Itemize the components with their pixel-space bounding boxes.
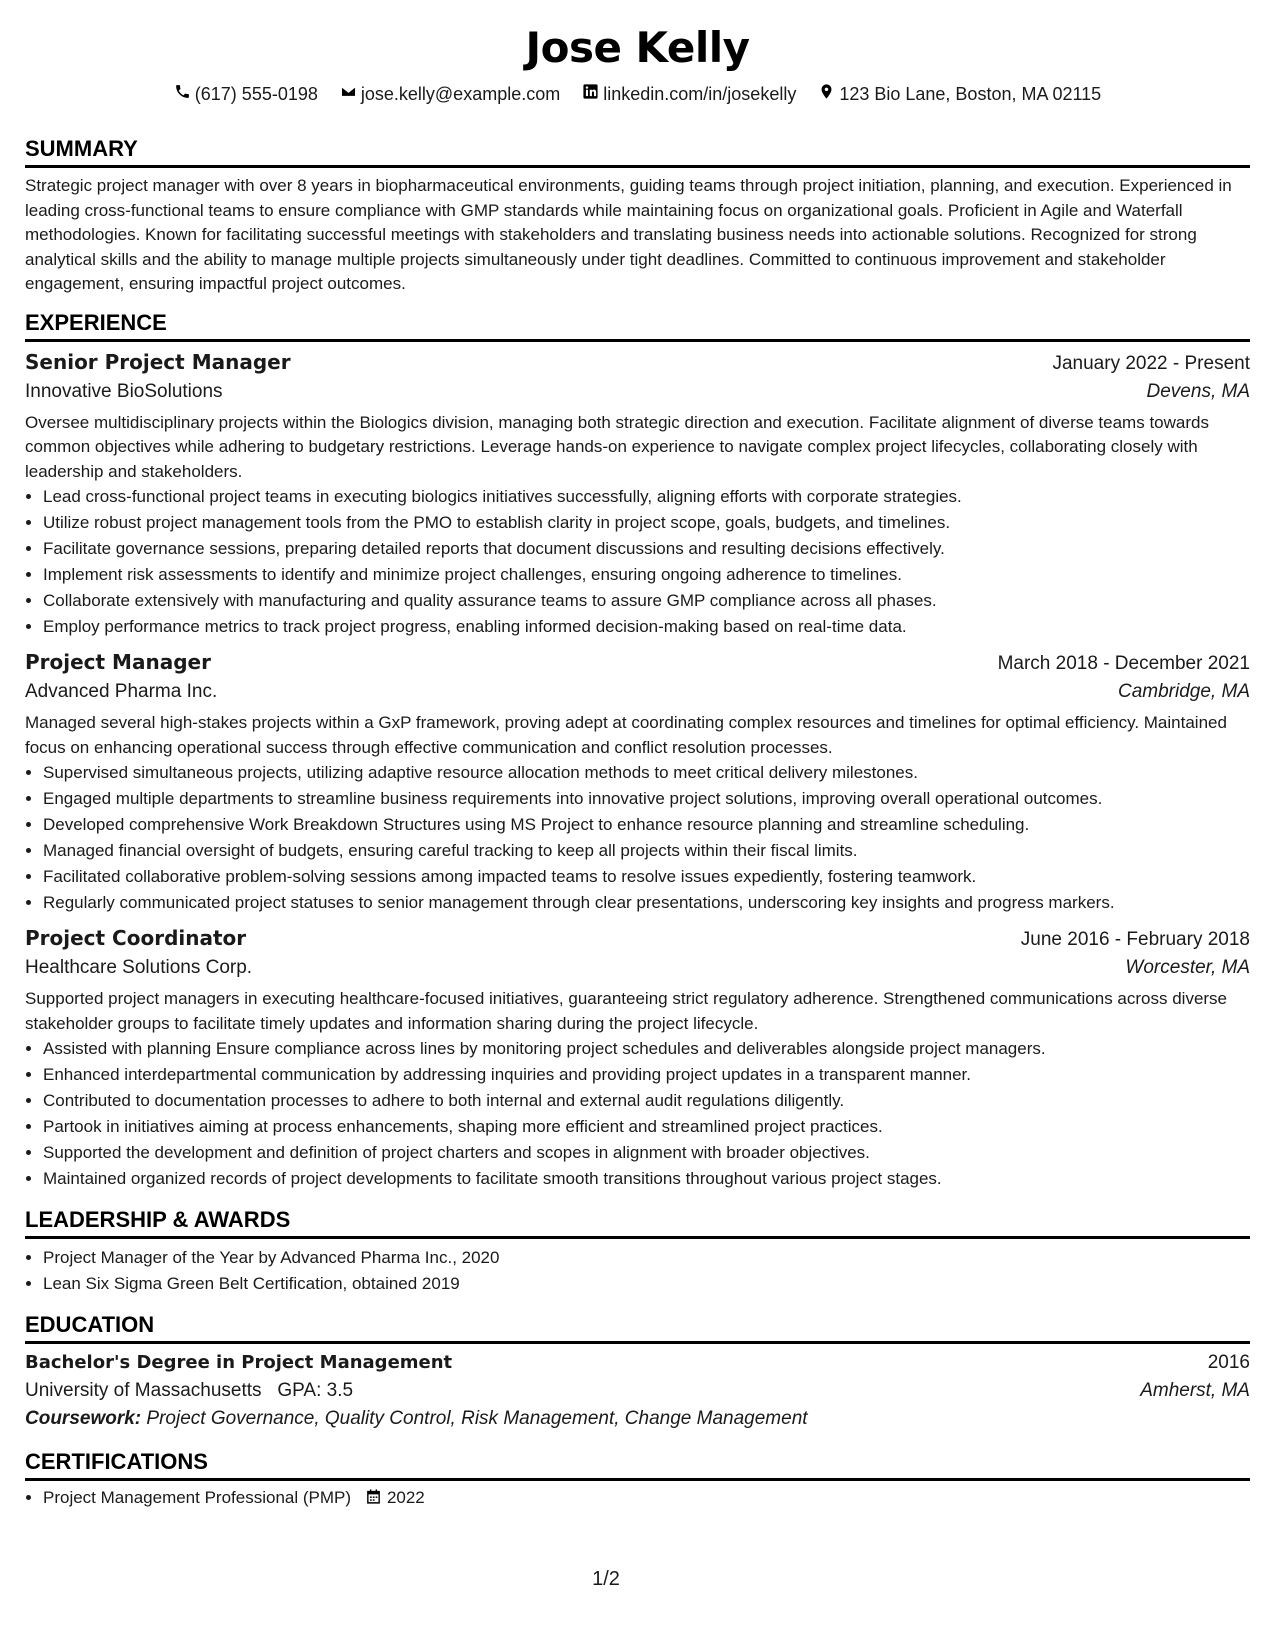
list-item: • Contributed to documentation processes to adhere to both internal and external audit regulations diligently. xyxy=(43,1088,1250,1114)
certification-name: Project Management Professional (PMP) xyxy=(43,1488,352,1507)
contact-bar xyxy=(25,82,1250,106)
phone-number: (617) 555-0198 xyxy=(194,83,318,104)
job-dates: June 2016 - February 2018 xyxy=(1020,929,1250,950)
section-title: LEADERSHIP & AWARDS xyxy=(25,1206,1250,1239)
company-name: Healthcare Solutions Corp. xyxy=(25,957,253,978)
job-title: Senior Project Manager xyxy=(25,349,291,374)
list-item xyxy=(43,1485,1250,1511)
list-item: • Managed financial oversight of budgets, ensuring careful tracking to keep all projects within their fiscal limits. xyxy=(43,838,1250,864)
company-name: Advanced Pharma Inc. xyxy=(25,681,218,702)
list-item: • Assisted with planning Ensure compliance across lines by monitoring project schedules and deliverables alongside project managers. xyxy=(43,1036,1250,1062)
list-item: • Utilize robust project management tools from the PMO to establish clarity in project scope, goals, budgets, and timelines. xyxy=(43,510,1250,536)
experience-section xyxy=(25,309,1250,1193)
job-description: Managed several high-stakes projects within a GxP framework, proving adept at coordinating complex resources and timelines for optimal efficiency. Maintained focus on enhancing operational success through effective communication and conflict resolution processes. xyxy=(25,713,1227,757)
section-title: CERTIFICATIONS xyxy=(25,1448,1250,1481)
list-item: • Collaborate extensively with manufacturing and quality assurance teams to assure GMP compliance across all phases. xyxy=(43,588,1250,614)
gpa: GPA: 3.5 xyxy=(277,1380,354,1401)
job-entry xyxy=(25,350,1250,641)
list-item: • Employ performance metrics to track project progress, enabling informed decision-making based on real-time data. xyxy=(43,614,1250,640)
section-title: EDUCATION xyxy=(25,1311,1250,1344)
job-location: Cambridge, MA xyxy=(1118,681,1250,702)
list-item: • Lead cross-functional project teams in executing biologics initiatives successfully, aligning efforts with corporate strategies. xyxy=(43,484,1250,510)
address-text: 123 Bio Lane, Boston, MA 02115 xyxy=(839,83,1102,104)
envelope-icon xyxy=(340,83,357,105)
calendar-icon xyxy=(365,1488,387,1507)
job-bullets xyxy=(25,1036,1250,1192)
job-description: Supported project managers in executing healthcare-focused initiatives, guaranteeing strict regulatory adherence. Strengthened communications across diverse stakeholder groups to facilitate timely updates and information sharing during the project lifecycle. xyxy=(25,989,1228,1033)
list-item: • Supervised simultaneous projects, utilizing adaptive resource allocation methods to meet critical delivery milestones. xyxy=(43,760,1250,786)
school-name: University of Massachusetts xyxy=(25,1380,262,1401)
list-item: • Developed comprehensive Work Breakdown Structures using MS Project to enhance resource planning and streamline scheduling. xyxy=(43,812,1250,838)
contact-email[interactable] xyxy=(340,83,560,105)
summary-text: Strategic project manager with over 8 years in biopharmaceutical environments, guiding teams through project initiation, planning, and execution. Experienced in leading cross-functional teams to ensure compliance with GMP standards while maintaining focus on organizational goals. Proficient in Agile and Waterfall methodologies. Known for facilitating successful meetings with stakeholders and translating business needs into actionable solutions. Recognized for strong analytical skills and the ability to manage multiple projects simultaneously under tight deadlines. Committed to continuous improvement and stakeholder engagement, ensuring impactful project outcomes. xyxy=(25,176,1232,293)
awards-list xyxy=(25,1245,1250,1297)
page-number: 1/2 xyxy=(592,1568,620,1590)
phone-icon xyxy=(174,83,191,105)
coursework xyxy=(25,1408,1250,1430)
job-bullets xyxy=(25,484,1250,640)
list-item: • Supported the development and definition of project charters and scopes in alignment with broader objectives. xyxy=(43,1140,1250,1166)
contact-linkedin[interactable] xyxy=(582,83,796,105)
certification-year: 2022 xyxy=(386,1488,425,1507)
job-location: Worcester, MA xyxy=(1125,957,1250,978)
job-description: Oversee multidisciplinary projects within the Biologics division, managing both strategic direction and execution. Facilitate alignment of diverse teams towards common objectives while adhering to budgetary restrictions. Leverage hands-on experience to navigate complex project lifecycles, collaborating closely with leadership and stakeholders. xyxy=(25,412,1209,481)
list-item: • Facilitated collaborative problem-solving sessions among impacted teams to resolve issues expediently, fostering teamwork. xyxy=(43,864,1250,890)
job-entry xyxy=(25,650,1250,916)
email-address[interactable]: jose.kelly@example.com xyxy=(360,83,561,104)
list-item: • Partook in initiatives aiming at process enhancements, shaping more efficient and streamlined project practices. xyxy=(43,1114,1250,1140)
job-bullets xyxy=(25,760,1250,916)
list-item: • Project Manager of the Year by Advanced Pharma Inc., 2020 xyxy=(43,1245,1250,1271)
list-item: • Implement risk assessments to identify and minimize project challenges, ensuring ongoing adherence to timelines. xyxy=(43,562,1250,588)
list-item: • Enhanced interdepartmental communication by addressing inquiries and providing project updates in a transparent manner. xyxy=(43,1062,1250,1088)
linkedin-url[interactable]: linkedin.com/in/josekelly xyxy=(603,83,797,104)
job-dates: January 2022 - Present xyxy=(1052,352,1250,374)
linkedin-icon xyxy=(582,83,599,105)
section-title: EXPERIENCE xyxy=(25,309,1250,342)
degree-title: Bachelor's Degree in Project Management xyxy=(25,1352,453,1373)
resume-page xyxy=(25,0,1250,1511)
section-title: SUMMARY xyxy=(25,135,1250,168)
list-item: • Lean Six Sigma Green Belt Certification, obtained 2019 xyxy=(43,1271,1250,1297)
certifications-list xyxy=(25,1485,1250,1511)
leadership-section xyxy=(25,1206,1250,1297)
list-item: • Engaged multiple departments to streamline business requirements into innovative project solutions, improving overall operational outcomes. xyxy=(43,786,1250,812)
job-title: Project Coordinator xyxy=(25,926,247,950)
contact-phone xyxy=(174,83,318,105)
job-dates: March 2018 - December 2021 xyxy=(997,653,1250,674)
list-item: • Facilitate governance sessions, preparing detailed reports that document discussions and resulting decisions effectively. xyxy=(43,536,1250,562)
job-location: Devens, MA xyxy=(1146,380,1250,402)
coursework-list: Project Governance, Quality Control, Risk Management, Change Management xyxy=(146,1408,808,1429)
contact-address xyxy=(818,83,1101,105)
list-item: • Regularly communicated project statuses to senior management through clear presentations, underscoring key insights and progress markers. xyxy=(43,890,1250,916)
candidate-name: Jose Kelly xyxy=(525,23,750,72)
education-section xyxy=(25,1311,1250,1430)
company-name: Innovative BioSolutions xyxy=(25,380,223,402)
job-entry xyxy=(25,926,1250,1192)
job-title: Project Manager xyxy=(25,650,211,674)
school-location: Amherst, MA xyxy=(1140,1380,1250,1401)
certifications-section xyxy=(25,1448,1250,1511)
graduation-year: 2016 xyxy=(1207,1352,1250,1373)
map-pin-icon xyxy=(818,83,835,105)
coursework-label: Coursework: xyxy=(25,1408,142,1429)
list-item: • Maintained organized records of project developments to facilitate smooth transitions throughout various project stages. xyxy=(43,1166,1250,1192)
summary-section xyxy=(25,135,1250,297)
